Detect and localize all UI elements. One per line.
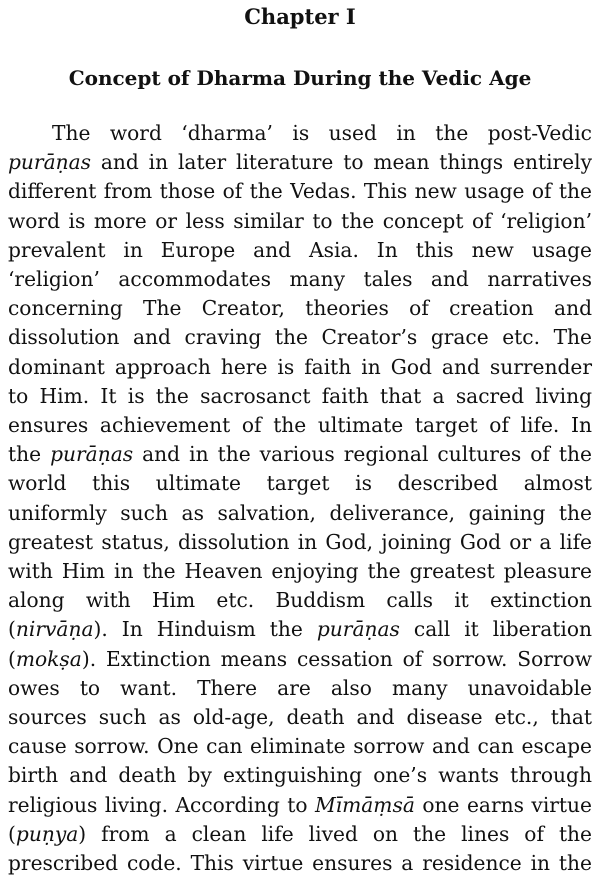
text-line	[8, 557, 592, 586]
text-segment: along with Him etc. Buddism calls it extinction	[8, 588, 592, 613]
text-line	[8, 440, 592, 469]
text-line	[8, 177, 592, 206]
text-segment: owes to want. There are also many unavoidable	[8, 675, 592, 700]
text-line	[8, 732, 592, 761]
italic-term: purāṇas	[8, 150, 92, 175]
text-line	[8, 382, 592, 411]
text-line	[8, 148, 592, 177]
italic-term: purāṇas	[50, 442, 134, 467]
text-line	[8, 615, 592, 644]
text-segment: religious living. According to	[8, 792, 315, 817]
text-line	[8, 761, 592, 790]
text-line	[8, 323, 592, 352]
text-line	[8, 469, 592, 498]
text-line	[8, 207, 592, 236]
text-segment: with Him in the Heaven enjoying the greatest pleasure	[8, 559, 592, 584]
text-segment: word is more or less similar to the concept of ‘religion’	[8, 208, 592, 233]
text-line	[8, 294, 592, 323]
text-segment: (	[8, 646, 16, 671]
body-paragraph	[8, 119, 592, 878]
text-segment: cause sorrow. One can eliminate sorrow and can escape	[8, 734, 592, 759]
text-line	[8, 119, 592, 148]
text-line	[8, 411, 592, 440]
text-line	[8, 791, 592, 820]
chapter-label: Chapter I	[244, 4, 356, 29]
text-segment: ). In Hinduism the	[93, 617, 317, 642]
italic-term: mokṣa	[15, 646, 82, 671]
text-line	[8, 820, 592, 849]
text-line	[8, 645, 592, 674]
text-segment: call it liberation	[399, 617, 592, 642]
text-segment: uniformly such as salvation, deliverance, gaining the	[8, 500, 592, 525]
text-segment: dominant approach here is faith in God and surrender	[8, 354, 592, 379]
text-segment: The word ‘dharma’ is used in the post-Vedic	[52, 121, 592, 145]
text-segment: to Him. It is the sacrosanct faith that a sacred living	[8, 383, 592, 408]
text-line	[8, 674, 592, 703]
text-line	[8, 265, 592, 294]
text-line	[8, 499, 592, 528]
text-segment: the	[8, 442, 51, 467]
italic-term: purāṇas	[316, 617, 400, 642]
text-line	[8, 586, 592, 615]
text-segment: different from those of the Vedas. This new usage of the	[8, 179, 592, 204]
text-segment: one earns virtue	[414, 792, 592, 817]
text-line	[8, 353, 592, 382]
text-line	[8, 703, 592, 732]
text-segment: greatest status, dissolution in God, joining God or a life	[8, 529, 592, 554]
italic-term: nirvāṇa	[15, 617, 94, 642]
text-line	[8, 528, 592, 557]
text-segment: prescribed code. This virtue ensures a residence in the	[8, 851, 592, 876]
text-segment: birth and death by extinguishing one’s wants through	[8, 763, 592, 788]
chapter-title: Concept of Dharma During the Vedic Age	[68, 66, 532, 90]
text-segment: ) from a clean life lived on the lines of the	[78, 821, 592, 846]
text-segment: dissolution and craving the Creator’s grace etc. The	[8, 325, 592, 350]
text-segment: prevalent in Europe and Asia. In this new usage	[8, 237, 592, 262]
text-segment: ‘religion’ accommodates many tales and narratives	[8, 267, 592, 292]
italic-term: puṇya	[15, 821, 79, 846]
text-line	[8, 236, 592, 265]
italic-term: Mīmāṃsā	[314, 792, 415, 817]
text-segment: ). Extinction means cessation of sorrow. Sorrow	[81, 646, 592, 671]
text-segment: ensures achievement of the ultimate target of life. In	[8, 413, 592, 438]
text-segment: sources such as old-age, death and disease etc., that	[8, 705, 592, 730]
text-segment: and in later literature to mean things entirely	[91, 150, 592, 175]
text-segment: (	[8, 821, 16, 846]
text-segment: world this ultimate target is described almost	[8, 471, 592, 496]
text-segment: (	[8, 617, 16, 642]
text-segment: concerning The Creator, theories of creation and	[8, 296, 592, 321]
text-segment: and in the various regional cultures of the	[133, 442, 592, 467]
